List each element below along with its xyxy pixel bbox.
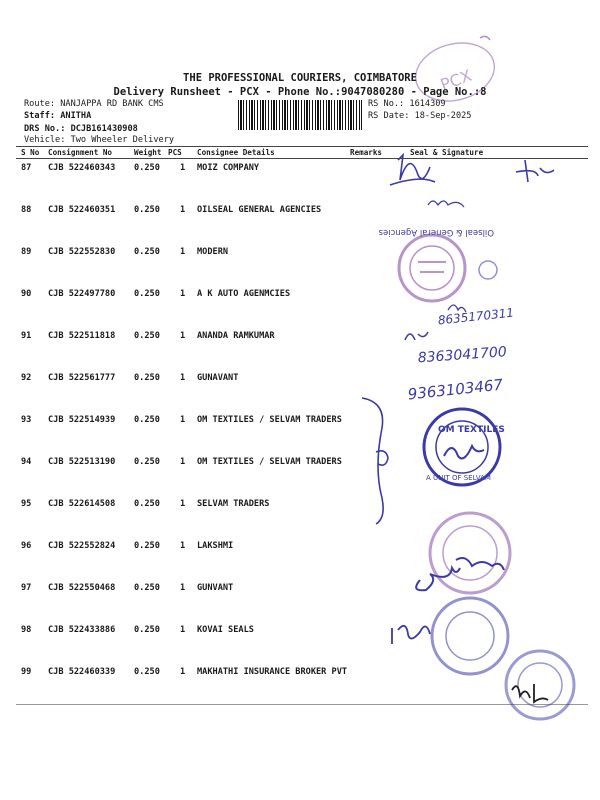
table-row <box>0 289 600 303</box>
row-weight: 0.250 <box>134 667 160 677</box>
row-pcs: 1 <box>180 163 186 173</box>
table-row <box>0 205 600 219</box>
row-pcs: 1 <box>180 331 186 341</box>
col-seal-signature: Seal & Signature <box>410 148 484 157</box>
row-consignment: CJB 522514939 <box>48 415 116 425</box>
row-consignee: OILSEAL GENERAL AGENCIES <box>197 205 322 215</box>
row-consignee: MODERN <box>197 247 229 257</box>
row-pcs: 1 <box>180 625 186 635</box>
svg-text:8363041700: 8363041700 <box>417 344 508 367</box>
row-consignment: CJB 522460351 <box>48 205 116 215</box>
row-weight: 0.250 <box>134 499 160 509</box>
header-rule-bottom <box>16 158 588 159</box>
row-consignee: KOVAI SEALS <box>197 625 254 635</box>
row-consignee: MOIZ COMPANY <box>197 163 260 173</box>
row-sno: 92 <box>21 373 32 383</box>
row-consignment: CJB 522550468 <box>48 583 116 593</box>
col-sno: S No <box>21 148 40 157</box>
row-sno: 96 <box>21 541 32 551</box>
row-sno: 98 <box>21 625 32 635</box>
row-weight: 0.250 <box>134 205 160 215</box>
runsheet-subtitle: Delivery Runsheet - PCX - Phone No.:9047080280 - Page No.:8 <box>113 86 487 98</box>
row-pcs: 1 <box>180 457 186 467</box>
row-weight: 0.250 <box>134 625 160 635</box>
barcode <box>238 100 362 130</box>
runsheet-title: THE PROFESSIONAL COURIERS, COIMBATORE <box>183 72 417 84</box>
row-consignment: CJB 522552830 <box>48 247 116 257</box>
svg-text:A UNIT OF SELVAM: A UNIT OF SELVAM <box>426 474 491 482</box>
signature-99 <box>512 684 548 702</box>
row-consignment: CJB 522561777 <box>48 373 116 383</box>
row-sno: 91 <box>21 331 32 341</box>
svg-text:8635170311: 8635170311 <box>437 305 515 328</box>
drs-number: DRS No.: DCJB161430908 <box>24 124 138 134</box>
table-row <box>0 541 600 555</box>
row-sno: 87 <box>21 163 32 173</box>
row-consignee: A K AUTO AGENMCIES <box>197 289 291 299</box>
row-pcs: 1 <box>180 289 186 299</box>
row-consignee: SELVAM TRADERS <box>197 499 270 509</box>
row-consignment: CJB 522614508 <box>48 499 116 509</box>
row-sno: 88 <box>21 205 32 215</box>
table-end-rule <box>16 704 588 705</box>
row-weight: 0.250 <box>134 415 160 425</box>
row-consignee: ANANDA RAMKUMAR <box>197 331 275 341</box>
table-row <box>0 163 600 177</box>
table-row <box>0 499 600 513</box>
table-row <box>0 457 600 471</box>
table-row <box>0 583 600 597</box>
row-weight: 0.250 <box>134 457 160 467</box>
row-weight: 0.250 <box>134 373 160 383</box>
row-sno: 97 <box>21 583 32 593</box>
row-consignee: OM TEXTILES / SELVAM TRADERS <box>197 457 342 467</box>
svg-text:Oilseal & General Agencies: Oilseal & General Agencies <box>378 227 494 237</box>
row-sno: 99 <box>21 667 32 677</box>
row-consignment: CJB 522513190 <box>48 457 116 467</box>
row-pcs: 1 <box>180 541 186 551</box>
handwritten-phones <box>405 305 515 404</box>
col-consignee: Consignee Details <box>197 148 275 157</box>
row-consignee: LAKSHMI <box>197 541 234 551</box>
col-remarks: Remarks <box>350 148 383 157</box>
row-weight: 0.250 <box>134 163 160 173</box>
table-row <box>0 247 600 261</box>
table-row <box>0 373 600 387</box>
vehicle-label: Vehicle: Two Wheeler Delivery <box>24 135 175 145</box>
table-row <box>0 625 600 639</box>
row-pcs: 1 <box>180 667 186 677</box>
row-sno: 94 <box>21 457 32 467</box>
staff-label: Staff: ANITHA <box>24 111 92 121</box>
row-consignment: CJB 522433886 <box>48 625 116 635</box>
row-pcs: 1 <box>180 373 186 383</box>
table-row <box>0 667 600 681</box>
col-consignment: Consignment No <box>48 148 113 157</box>
row-consignee: GUNAVANT <box>197 373 239 383</box>
row-weight: 0.250 <box>134 331 160 341</box>
row-consignee: OM TEXTILES / SELVAM TRADERS <box>197 415 342 425</box>
stamp-mark-icon <box>480 36 490 40</box>
row-sno: 90 <box>21 289 32 299</box>
svg-text:OM TEXTILES: OM TEXTILES <box>438 425 505 435</box>
svg-text:9363103467: 9363103467 <box>406 375 504 404</box>
rs-number: RS No.: 1614309 <box>368 99 446 109</box>
row-sno: 89 <box>21 247 32 257</box>
svg-text:PCX: PCX <box>437 65 475 95</box>
row-weight: 0.250 <box>134 247 160 257</box>
col-weight: Weight <box>134 148 162 157</box>
row-consignee: MAKHATHI INSURANCE BROKER PVT <box>197 667 348 677</box>
row-weight: 0.250 <box>134 541 160 551</box>
row-weight: 0.250 <box>134 583 160 593</box>
route-label: Route: NANJAPPA RD BANK CMS <box>24 99 164 109</box>
row-pcs: 1 <box>180 205 186 215</box>
row-pcs: 1 <box>180 499 186 509</box>
rs-date: RS Date: 18-Sep-2025 <box>368 111 472 121</box>
insurance-seal <box>506 651 574 719</box>
row-consignment: CJB 522497780 <box>48 289 116 299</box>
col-pcs: PCS <box>168 148 182 157</box>
row-consignment: CJB 522511818 <box>48 331 116 341</box>
row-pcs: 1 <box>180 415 186 425</box>
table-row <box>0 415 600 429</box>
row-consignment: CJB 522460339 <box>48 667 116 677</box>
row-consignment: CJB 522552824 <box>48 541 116 551</box>
table-row <box>0 331 600 345</box>
row-consignee: GUNVANT <box>197 583 234 593</box>
row-sno: 93 <box>21 415 32 425</box>
row-pcs: 1 <box>180 583 186 593</box>
header-rule-top <box>16 146 588 147</box>
row-pcs: 1 <box>180 247 186 257</box>
row-consignment: CJB 522460343 <box>48 163 116 173</box>
row-weight: 0.250 <box>134 289 160 299</box>
row-sno: 95 <box>21 499 32 509</box>
